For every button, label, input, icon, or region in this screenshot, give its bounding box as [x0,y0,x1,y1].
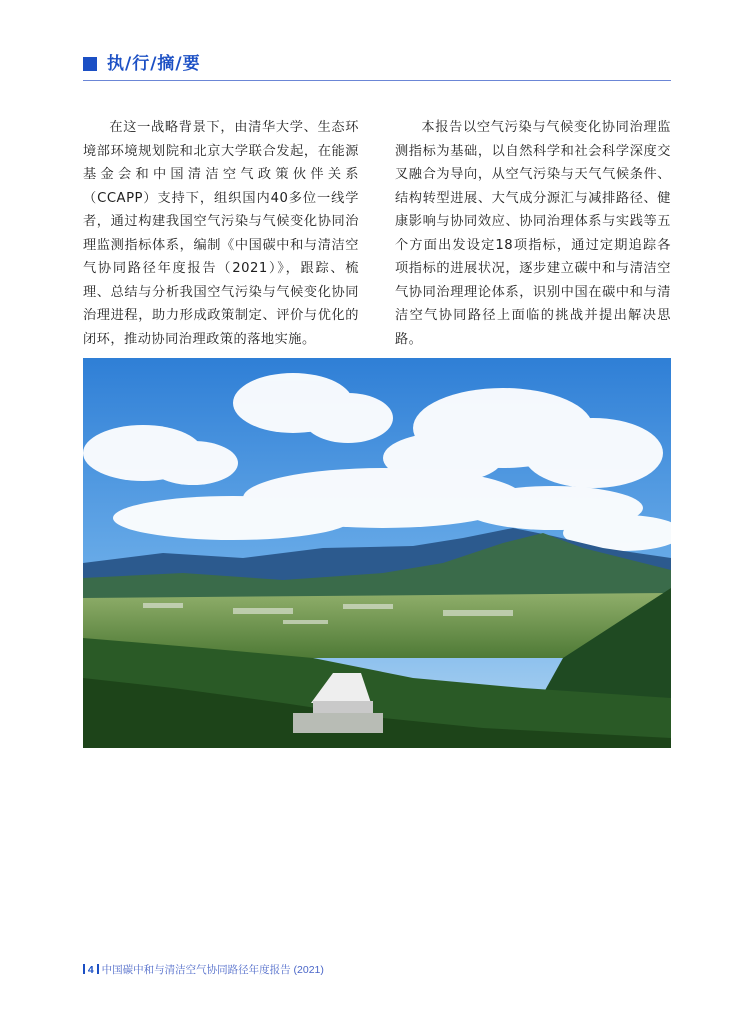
section-header [83,52,671,80]
section-title: 执/行/摘/要 [107,54,201,74]
right-paragraph: 本报告以空气污染与气候变化协同治理监测指标为基础，以自然科学和社会科学深度交叉融合为导向，从空气污染与天气气候条件、结构转型进展、大气成分源汇与减排路径、健康影响与协同效应、协同治理体系与实践等五个方面出发设定18项指标，通过定期追踪各项指标的进展状况，逐步建立碳中和与清洁空气协同治理理论体系，识别中国在碳中和与清洁空气协同路径上面临的挑战并提出解决思路。 [395,120,671,347]
page-footer [83,962,324,977]
header-square-marker [83,57,97,71]
footer-divider [97,964,99,974]
left-paragraph: 在这一战略背景下，由清华大学、生态环境部环境规划院和北京大学联合发起，在能源基金会和中国清洁空气政策伙伴关系（CCAPP）支持下，组织国内40多位一线学者，通过构建我国空气污染与气候变化协同治理监测指标体系，编制《中国碳中和与清洁空气协同路径年度报告（2021）》，跟踪、梳理、总结与分析我国空气污染与气候变化协同治理进程，助力形成政策制定、评价与优化的闭环，推动协同治理政策的落地实施。 [83,120,359,347]
page-number: 4 [87,964,94,976]
header-divider [83,80,671,81]
footer-report-title: 中国碳中和与清洁空气协同路径年度报告 (2021) [101,964,324,976]
footer-divider [83,964,85,974]
landscape-photo [83,358,671,748]
